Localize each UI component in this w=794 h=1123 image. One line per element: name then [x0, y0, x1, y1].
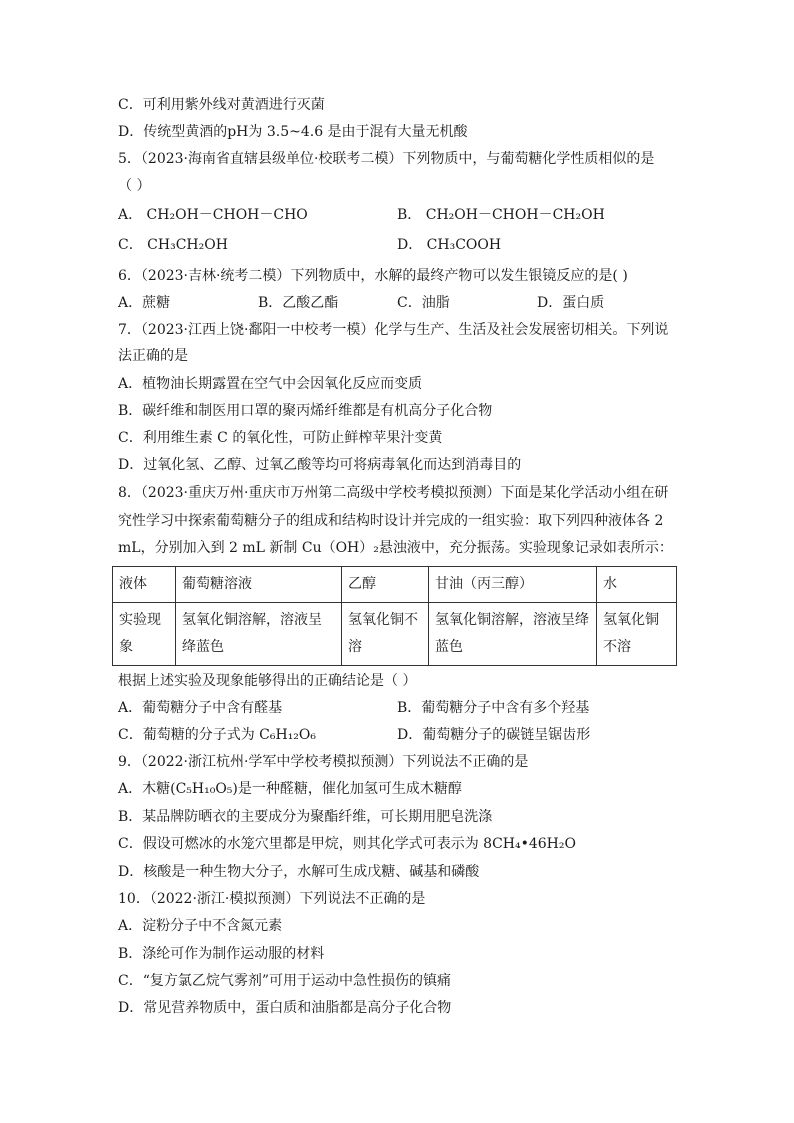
table-cell: 氢氧化铜不溶	[597, 603, 677, 666]
q9-option-a: A．木糖(C₅H₁₀O₅)是一种醛糖，催化加氢可生成木糖醇	[118, 781, 462, 797]
q10-option-b: B．涤纶可作为制作运动服的材料	[118, 946, 325, 962]
q6-option-a: A．蔗糖	[118, 295, 171, 311]
q8-option-c: C．葡萄糖的分子式为 C₆H₁₂O₆	[118, 727, 317, 743]
q6-stem: 6．（2023·吉林·统考二模）下列物质中，水解的最终产物可以发生银镜反应的是( )	[118, 268, 628, 284]
table-cell: 葡萄糖溶液	[176, 567, 342, 603]
q9-stem: 9．（2022·浙江杭州·学军中学校考模拟预测）下列说法不正确的是	[118, 754, 529, 770]
q8-option-b: B．葡萄糖分子中含有多个羟基	[397, 700, 590, 716]
q5-option-b: B． CH₂OH－CHOH－CH₂OH	[397, 207, 605, 223]
q7-stem: 7．（2023·江西上饶·鄱阳一中校考一模）化学与生产、生活及社会发展密切相关。下列说	[118, 322, 669, 338]
q7-option-c: C．利用维生素 C 的氧化性，可防止鲜榨苹果汁变黄	[118, 430, 443, 446]
table-cell: 甘油（丙三醇）	[429, 567, 597, 603]
q4-option-c: C．可利用紫外线对黄酒进行灭菌	[118, 97, 325, 113]
q7-option-d: D．过氧化氢、乙醇、过氧乙酸等均可将病毒氧化而达到消毒目的	[118, 457, 522, 473]
q9-option-d: D．核酸是一种生物大分子，水解可生成戊糖、碱基和磷酸	[118, 864, 480, 880]
q10-option-c: C．“复方氯乙烷气雾剂”可用于运动中急性损伤的镇痛	[118, 973, 452, 989]
q8-option-a: A．葡萄糖分子中含有醛基	[118, 700, 283, 716]
q6-option-b: B．乙酸乙酯	[258, 295, 339, 311]
table-cell: 氢氧化铜溶解，溶液呈绛蓝色	[176, 603, 342, 666]
table-cell: 液体	[113, 567, 176, 603]
q4-option-d: D．传统型黄酒的pH为 3.5~4.6 是由于混有大量无机酸	[118, 124, 468, 140]
q7-stem-cont: 法正确的是	[118, 348, 188, 364]
q9-option-c: C．假设可燃冰的水笼穴里都是甲烷，则其化学式可表示为 8CH₄•46H₂O	[118, 836, 576, 852]
table-cell: 乙醇	[342, 567, 429, 603]
q8-stem-cont2: mL，分别加入到 2 mL 新制 Cu（OH）₂悬浊液中，充分振荡。实验现象记录如表所示：	[118, 540, 673, 556]
q8-option-d: D．葡萄糖分子的碳链呈锯齿形	[397, 727, 591, 743]
table-cell: 氢氧化铜不溶	[342, 603, 429, 666]
q8-stem: 8．（2023·重庆万州·重庆市万州第二高级中学校考模拟预测）下面是某化学活动小组在研	[118, 485, 669, 501]
q5-option-a: A． CH₂OH－CHOH－CHO	[118, 207, 308, 223]
q8-stem-cont: 究性学习中探索葡萄糖分子的组成和结构时设计并完成的一组实验：取下列四种液体各 2	[118, 513, 664, 529]
q10-stem: 10．（2022·浙江·模拟预测）下列说法不正确的是	[118, 891, 426, 907]
q5-option-d: D． CH₃COOH	[397, 237, 502, 253]
experiment-table	[112, 566, 677, 666]
table-row	[113, 603, 677, 666]
table-cell: 水	[597, 567, 677, 603]
q8-question: 根据上述实验及现象能够得出的正确结论是（ ）	[118, 673, 417, 689]
q5-stem: 5．（2023·海南省直辖县级单位·校联考二模）下列物质中，与葡萄糖化学性质相似的是	[118, 151, 655, 167]
q5-paren: （ ）	[118, 178, 151, 194]
table-cell: 氢氧化铜溶解，溶液呈绛蓝色	[429, 603, 597, 666]
q7-option-a: A．植物油长期露置在空气中会因氧化反应而变质	[118, 376, 423, 392]
table-row	[113, 567, 677, 603]
q7-option-b: B．碳纤维和制医用口罩的聚丙烯纤维都是有机高分子化合物	[118, 403, 493, 419]
q9-option-b: B．某品牌防晒衣的主要成分为聚酯纤维，可长期用肥皂洗涤	[118, 809, 493, 825]
q5-option-c: C． CH₃CH₂OH	[118, 237, 228, 253]
q6-option-c: C．油脂	[397, 295, 450, 311]
q6-option-d: D．蛋白质	[537, 295, 605, 311]
table-cell: 实验现象	[113, 603, 176, 666]
q10-option-a: A．淀粉分子中不含氮元素	[118, 918, 283, 934]
q10-option-d: D．常见营养物质中，蛋白质和油脂都是高分子化合物	[118, 1000, 452, 1016]
